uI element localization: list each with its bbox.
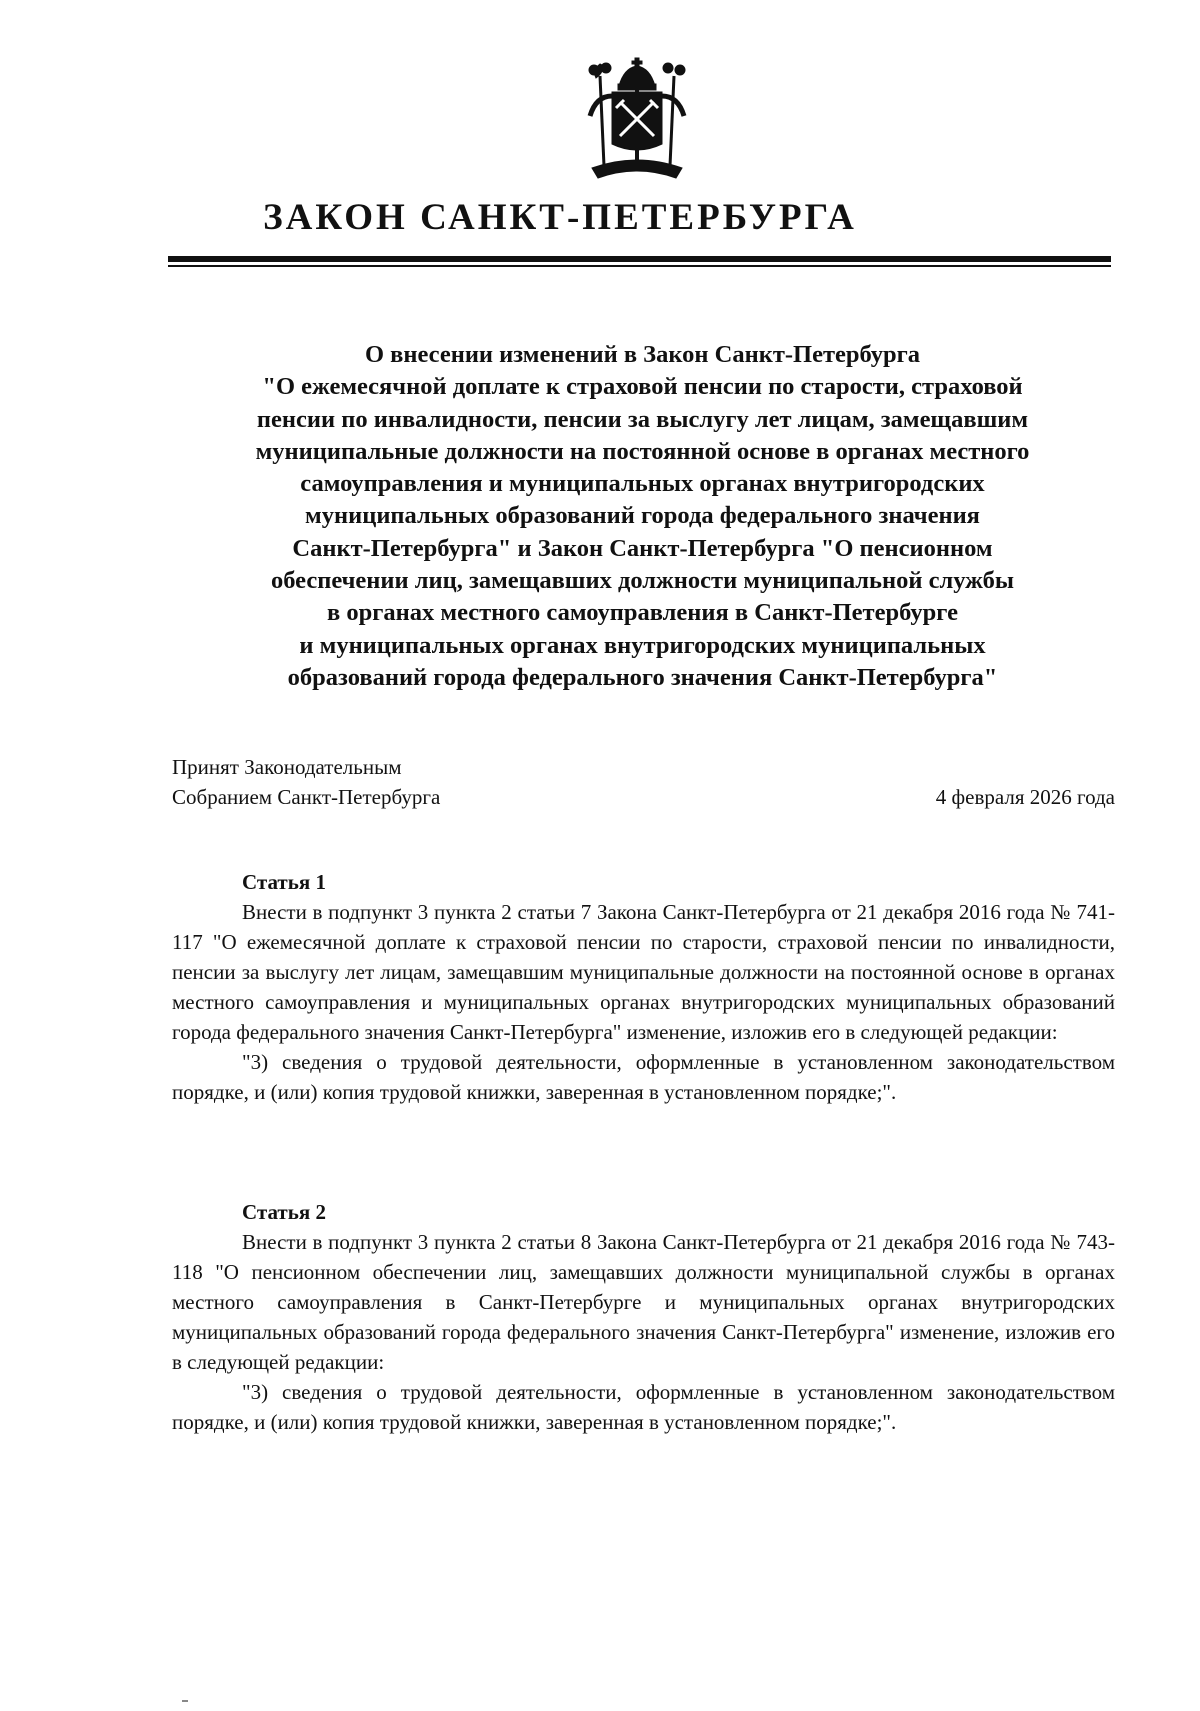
adoption-body [172, 752, 440, 812]
article-1 [172, 867, 1115, 1107]
article-intro: Внести в подпункт 3 пункта 2 статьи 8 Закона Санкт-Петербурга от 21 декабря 2016 года № 743-118 "О пенсионном обеспечении лиц, замещавших должности муниципальной службы в органах местного самоуправления в Санкт-Петербурге и муниципальных органах внутригородских муниципальных образований города федерального значения Санкт-Петербурга" изменение, изложив его в следующей редакции: [172, 1230, 1115, 1374]
article-quote: "3) сведения о трудовой деятельности, оформленные в установленном законодательством порядке, и (или) копия трудовой книжки, заверенная в установленном порядке;". [172, 1380, 1115, 1434]
adoption-line: Принят Законодательным [172, 755, 402, 779]
article-2 [172, 1197, 1115, 1437]
article-heading: Статья 1 [242, 870, 326, 894]
article-heading: Статья 2 [242, 1200, 326, 1224]
title-divider-thin [168, 265, 1111, 267]
law-title-line: и муниципальных органах внутригородских муниципальных [299, 631, 986, 659]
law-title-line: Санкт-Петербурга" и Закон Санкт-Петербурга "О пенсионном [292, 534, 993, 562]
scan-mark [182, 1700, 188, 1702]
coat-of-arms-icon [572, 56, 702, 182]
title-divider-thick [168, 256, 1111, 262]
law-title-line: О внесении изменений в Закон Санкт-Петербурга [364, 341, 921, 368]
article-quote: "3) сведения о трудовой деятельности, оформленные в установленном законодательством порядке, и (или) копия трудовой книжки, заверенная в установленном порядке;". [172, 1050, 1115, 1104]
adoption-date: 4 февраля 2026 года [935, 785, 1115, 809]
law-title-line: самоуправления и муниципальных органах внутригородских [300, 470, 985, 498]
law-title-line: пенсии по инвалидности, пенсии за выслугу лет лицам, замещавшим [256, 405, 1029, 433]
law-title-line: муниципальных образований города федерального значения [305, 502, 980, 530]
article-intro: Внести в подпункт 3 пункта 2 статьи 7 Закона Санкт-Петербурга от 21 декабря 2016 года № 741-117 "О ежемесячной доплате к страховой пенсии по старости, страховой пенсии по инвалидности, пенсии за выслугу лет лицам, замещавшим муниципальные должности на постоянной основе в органах местного самоуправления и муниципальных органах внутригородских муниципальных образований города федерального значения Санкт-Петербурга" изменение, изложив его в следующей редакции: [172, 900, 1115, 1044]
document-title: ЗАКОН САНКТ-ПЕТЕРБУРГА [263, 197, 857, 238]
law-title-line: обеспечении лиц, замещавших должности муниципальной службы [270, 567, 1014, 595]
adoption-line: Собранием Санкт-Петербурга [172, 785, 441, 809]
law-title-line: образований города федерального значения Санкт-Петербурга" [287, 663, 998, 691]
law-title [150, 339, 1135, 694]
law-title-line: "О ежемесячной доплате к страховой пенсии по старости, страховой [262, 373, 1023, 401]
law-title-line: в органах местного самоуправления в Санкт-Петербурге [327, 599, 958, 627]
law-title-line: муниципальные должности на постоянной основе в органах местного [255, 437, 1030, 465]
